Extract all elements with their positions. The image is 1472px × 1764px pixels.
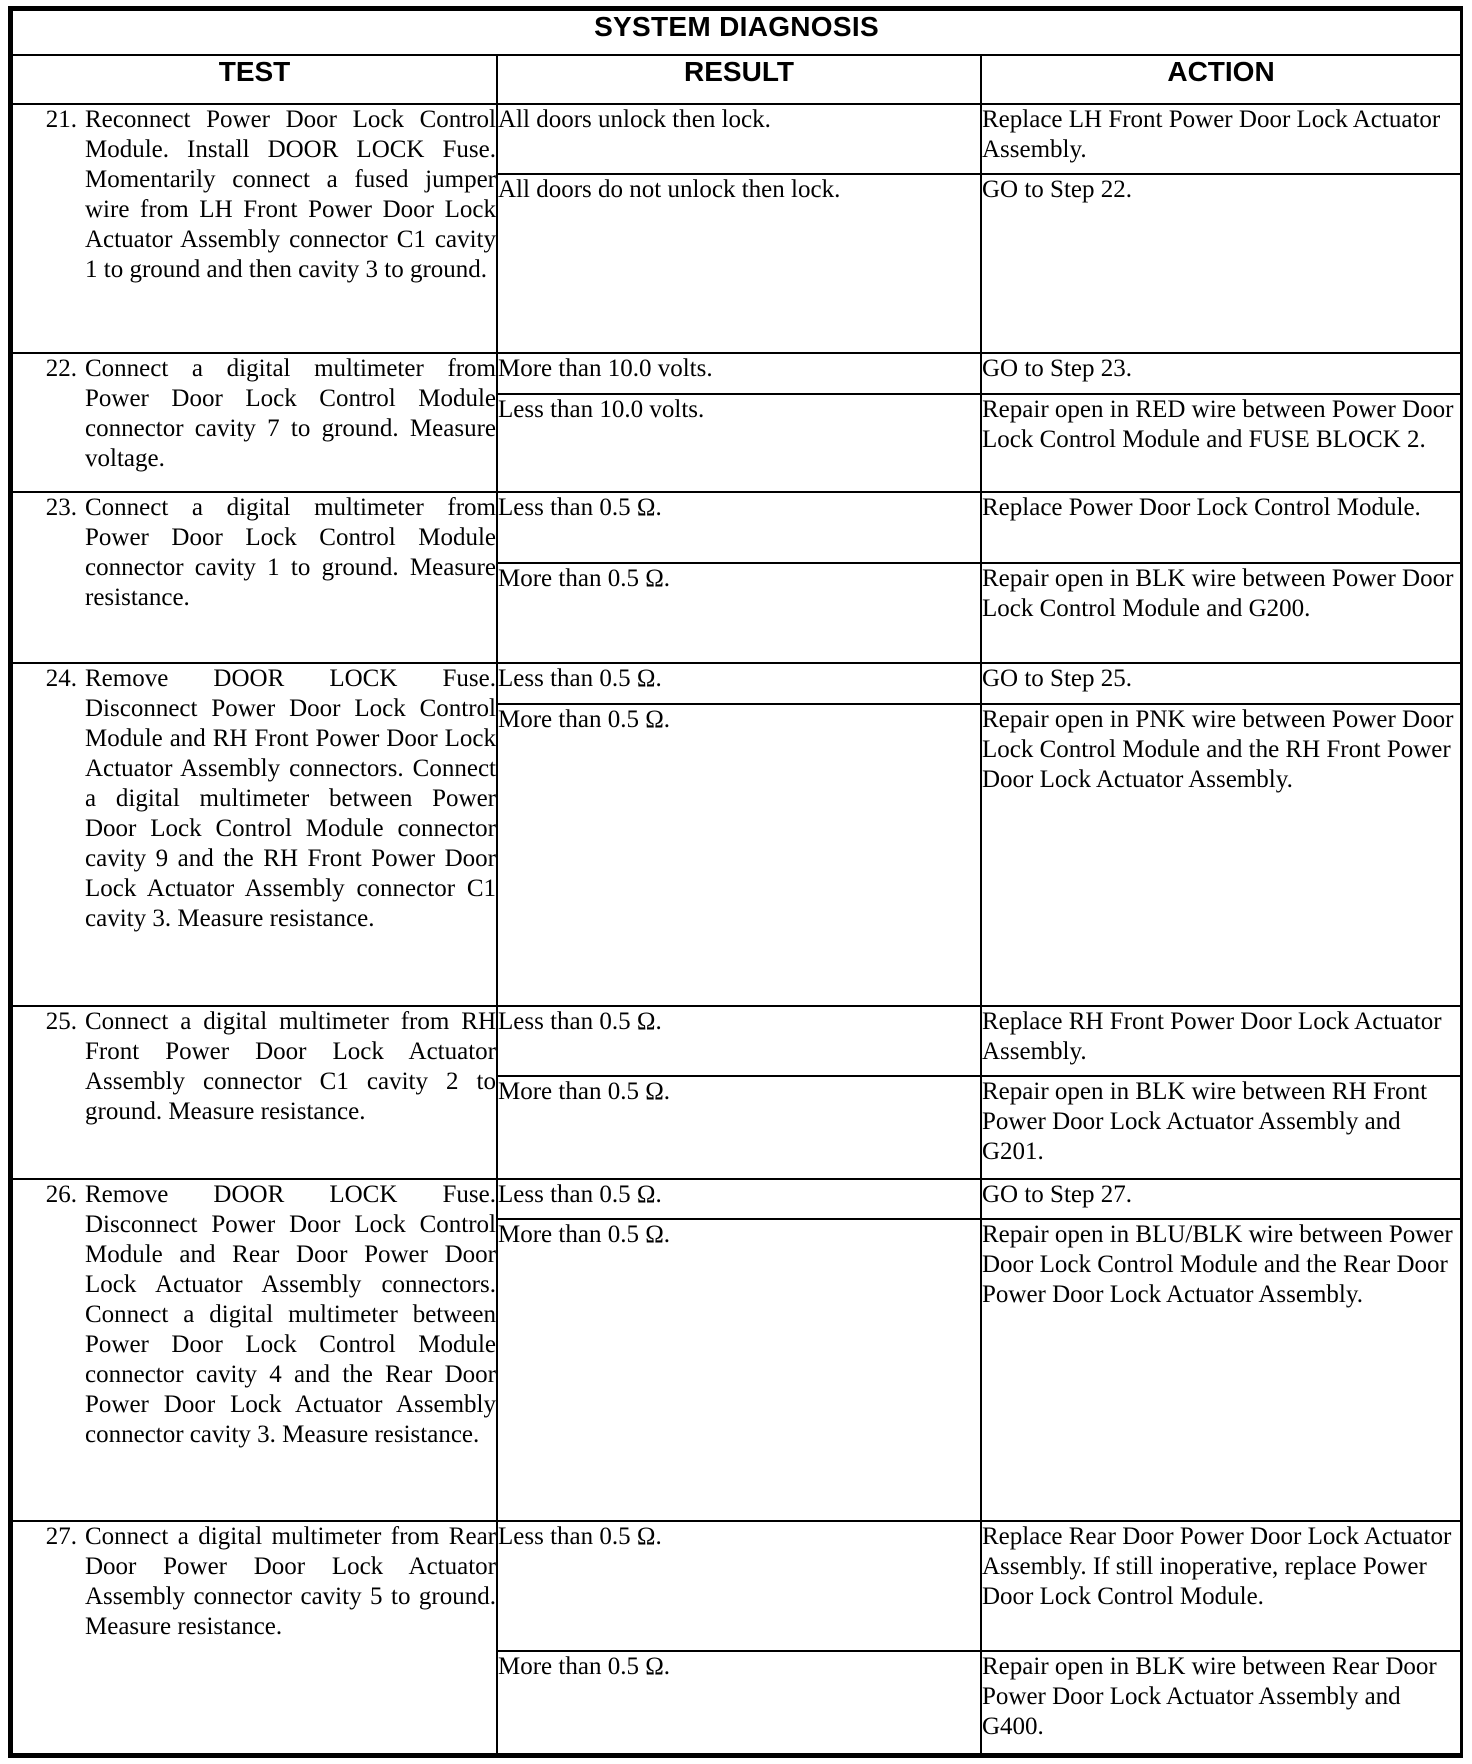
- result-cell: All doors do not unlock then lock.: [497, 174, 981, 354]
- result-cell: All doors unlock then lock.: [497, 104, 981, 174]
- test-description: Connect a digital multimeter from Power Door Lock Control Module connector cavity 7 to ground. Measure voltage.: [85, 355, 496, 473]
- test-cell: [12, 1521, 497, 1754]
- result-cell: More than 0.5 Ω.: [497, 1651, 981, 1754]
- title-row: [12, 10, 1461, 55]
- result-cell: Less than 0.5 Ω.: [497, 1006, 981, 1076]
- system-diagnosis-table: [11, 9, 1462, 1755]
- action-cell: Repair open in BLU/BLK wire between Power Door Lock Control Module and the Rear Door Power Door Lock Actuator Assembly.: [981, 1219, 1461, 1521]
- action-cell: GO to Step 25.: [981, 663, 1461, 703]
- step-number: 23.: [45, 493, 77, 521]
- step-number: 21.: [45, 105, 77, 133]
- result-cell: More than 0.5 Ω.: [497, 1219, 981, 1521]
- action-cell: Replace LH Front Power Door Lock Actuator Assembly.: [981, 104, 1461, 174]
- test-cell: [12, 1006, 497, 1179]
- column-header-test: TEST: [12, 55, 497, 104]
- table-title: SYSTEM DIAGNOSIS: [12, 10, 1461, 55]
- result-cell: More than 10.0 volts.: [497, 353, 981, 393]
- step-number: 26.: [45, 1180, 77, 1208]
- action-cell: Replace Power Door Lock Control Module.: [981, 492, 1461, 563]
- test-cell: [12, 663, 497, 1005]
- column-header-action: ACTION: [981, 55, 1461, 104]
- result-cell: Less than 0.5 Ω.: [497, 1179, 981, 1219]
- action-cell: GO to Step 23.: [981, 353, 1461, 393]
- action-cell: Repair open in RED wire between Power Door Lock Control Module and FUSE BLOCK 2.: [981, 394, 1461, 492]
- test-description: Remove DOOR LOCK Fuse. Disconnect Power Door Lock Control Module and Rear Door Power Door Lock Actuator Assembly connectors. Connect a digital multimeter between Power Door Lock Control Module connector cavity 4 and the Rear Door Power Door Lock Actuator Assembly connector cavity 3. Measure resistance.: [85, 1180, 496, 1448]
- test-description: Connect a digital multimeter from Power Door Lock Control Module connector cavity 1 to ground. Measure resistance.: [85, 493, 496, 611]
- action-cell: Repair open in BLK wire between Power Door Lock Control Module and G200.: [981, 563, 1461, 663]
- test-cell: [12, 492, 497, 664]
- step-number: 25.: [45, 1007, 77, 1035]
- result-cell: More than 0.5 Ω.: [497, 563, 981, 663]
- action-cell: Repair open in PNK wire between Power Door Lock Control Module and the RH Front Power Door Lock Actuator Assembly.: [981, 704, 1461, 1006]
- test-description: Connect a digital multimeter from Rear Door Power Door Lock Actuator Assembly connector cavity 5 to ground. Measure resistance.: [85, 1522, 496, 1640]
- action-cell: Replace RH Front Power Door Lock Actuator Assembly.: [981, 1006, 1461, 1076]
- column-header-result: RESULT: [497, 55, 981, 104]
- action-cell: Repair open in BLK wire between Rear Door Power Door Lock Actuator Assembly and G400.: [981, 1651, 1461, 1754]
- step-number: 24.: [45, 665, 77, 693]
- action-cell: Replace Rear Door Power Door Lock Actuator Assembly. If still inoperative, replace Power Door Lock Control Module.: [981, 1521, 1461, 1651]
- test-cell: [12, 1179, 497, 1521]
- test-description: Remove DOOR LOCK Fuse. Disconnect Power Door Lock Control Module and RH Front Power Door Lock Actuator Assembly connectors. Connect a digital multimeter between Power Door Lock Control Module connector cavity 9 and the RH Front Power Door Lock Actuator Assembly connector C1 cavity 3. Measure resistance.: [85, 665, 496, 933]
- result-cell: Less than 0.5 Ω.: [497, 492, 981, 563]
- result-cell: Less than 0.5 Ω.: [497, 663, 981, 703]
- result-cell: Less than 10.0 volts.: [497, 394, 981, 492]
- action-cell: GO to Step 27.: [981, 1179, 1461, 1219]
- action-cell: GO to Step 22.: [981, 174, 1461, 354]
- table-row: [12, 1179, 1461, 1219]
- diagnosis-sheet: [8, 6, 1463, 1758]
- step-number: 22.: [45, 355, 77, 383]
- result-cell: More than 0.5 Ω.: [497, 1076, 981, 1179]
- header-row: [12, 55, 1461, 104]
- table-row: [12, 1006, 1461, 1076]
- table-row: [12, 1521, 1461, 1651]
- step-number: 27.: [45, 1522, 77, 1550]
- table-row: [12, 492, 1461, 563]
- table-row: [12, 353, 1461, 393]
- table-row: [12, 104, 1461, 174]
- test-cell: [12, 104, 497, 354]
- table-row: [12, 663, 1461, 703]
- test-description: Reconnect Power Door Lock Control Module. Install DOOR LOCK Fuse. Momentarily connect a fused jumper wire from LH Front Power Door Lock Actuator Assembly connector C1 cavity 1 to ground and then cavity 3 to ground.: [85, 105, 496, 283]
- test-description: Connect a digital multimeter from RH Front Power Door Lock Actuator Assembly connector C1 cavity 2 to ground. Measure resistance.: [85, 1007, 496, 1125]
- test-cell: [12, 353, 497, 491]
- action-cell: Repair open in BLK wire between RH Front Power Door Lock Actuator Assembly and G201.: [981, 1076, 1461, 1179]
- result-cell: More than 0.5 Ω.: [497, 704, 981, 1006]
- result-cell: Less than 0.5 Ω.: [497, 1521, 981, 1651]
